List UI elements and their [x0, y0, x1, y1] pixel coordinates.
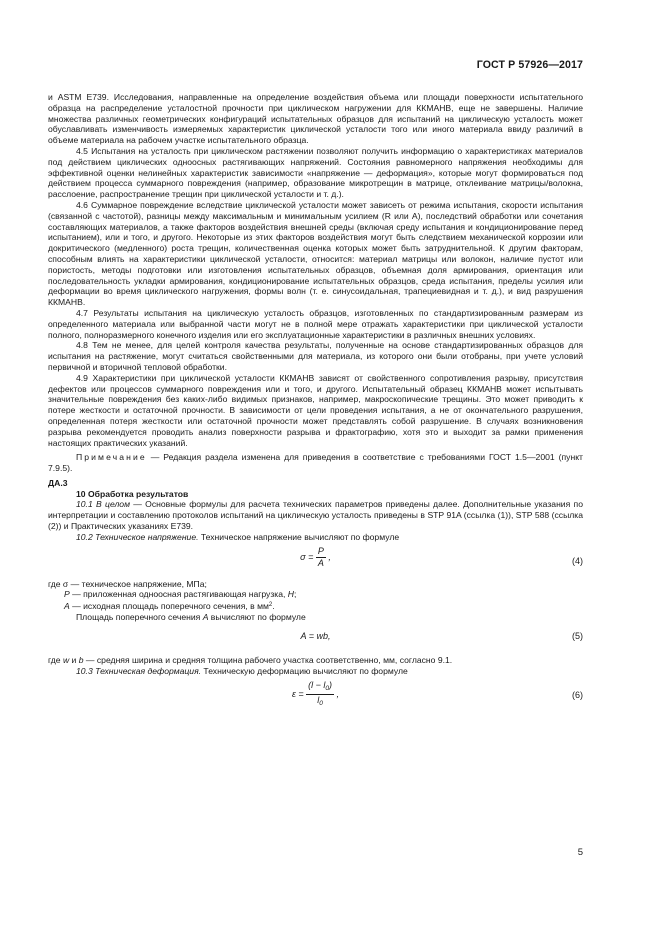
paragraph-10-1 [48, 499, 583, 531]
where-a [48, 600, 583, 612]
formula-4-fraction [316, 546, 326, 569]
var-p: P [64, 589, 70, 600]
clause-10-2-text: Техническое напряжение вычисляют по формуле [198, 531, 400, 542]
where-a-text: — исходная площадь поперечного сечения, в мм [69, 601, 269, 612]
note-label: Примечание [76, 452, 147, 463]
note-text: — Редакция раздела изменена для приведения в соответствие с требованиями ГОСТ 1.5—2001 (пункт 7.9.5). [48, 452, 583, 474]
area-text-after: вычисляют по формуле [208, 612, 306, 623]
paragraph-4-5: 4.5 Испытания на усталость при циклическом растяжении позволяют получить информацию о характеристиках материалов под действием циклических одноосных растягивающих напряжений. Состояния равномерного напряжения необходимы для эффективной оценки нелинейных характеристик зависимости «напряжение — деформация», которые могут формироваться под действием процесса суммарного повреждения (например, образование микротрещин в матрице, отклеивание матрицы/волокна, расслоение, распространение трещин при циклической усталости и т. д.). [48, 145, 583, 200]
unit-n: Н [287, 589, 295, 600]
where-a-end: . [272, 601, 275, 612]
area-text-before: Площадь поперечного сечения [76, 612, 203, 623]
formula-6-expression [48, 680, 583, 709]
clause-10-2-label: 10.2 Техническое напряжение. [76, 531, 199, 542]
where-5-mid: и [69, 654, 79, 665]
formula-6-num-open: (l − l [308, 680, 326, 691]
formula-5-expression: A = wb, [300, 630, 331, 641]
formula-5-number: (5) [572, 630, 583, 641]
formula-6-tail: , [334, 689, 340, 700]
var-a: A [64, 601, 70, 612]
page-number: 5 [577, 847, 583, 858]
where-5-pre: где [48, 654, 63, 665]
formula-4-expression [48, 546, 583, 569]
formula-6-num-sub: 0 [325, 685, 330, 693]
clause-10-3-text: Техническую деформацию вычисляют по формуле [201, 665, 408, 676]
formula-4-denominator: A [317, 557, 324, 568]
formula-4-numerator: P [317, 545, 324, 556]
formula-6-fraction [306, 680, 334, 709]
where-a-sup: 2 [268, 602, 273, 609]
paragraph-4-9: 4.9 Характеристики при циклической усталости ККМАНВ зависят от свойственного сопротивления разрыву, присутствия дефектов или процессов суммарного повреждения или и того, и другого. Испытательный образец ККМАНВ может испытывать значительные повреждения без каких-либо видимых признаков, например, макроскопические трещины. Это может приводить к потере жесткости и остаточной прочности. В зависимости от цели проведения испытания, а не от окончательного разрушения, определенная потеря жесткости или остаточной прочности может представлять собой разрушение. В случаях возникновения разрыва рекомендуется проводить анализ поверхности разрыва и фрактографию, хотя это и выходит за рамки применения настоящих практических указаний. [48, 372, 583, 448]
document-body [48, 92, 583, 713]
paragraph-10-3 [48, 666, 583, 677]
section-title: 10 Обработка результатов [76, 488, 189, 499]
var-b: b [78, 654, 84, 665]
formula-4-tail: , [325, 551, 331, 562]
formula-6-den-sub: 0 [319, 700, 323, 708]
paragraph-4-6: 4.6 Суммарное повреждение вследствие циклической усталости может зависеть от режима испытания, скорости испытания (связанной с частотой), разницы между максимальным и минимальным усилием (R или A), последствий обработки или сочетания составляющих материалов, а также факторов воздействия внешней среды (включая среду испытания и кондиционирование перед испытанием), или и того, и другого. Некоторые из этих факторов воздействия могут быть следствием механической коррозии или докритического (медленного) роста трещин, количественная оценка которых может быть затруднительной. К другим факторам, способным влиять на характеристики циклической усталости, относится: материал матрицы или волокон, наличие пустот или пористость, методы подготовки или изготовления испытательных образцов, объемная доля армирования, ориентация или последовательность укладки армирования, кондиционирование испытательных образцов, среда испытания, пределы усилия или деформации во время циклического нагружения, формы волн (т. е. синусоидальная, трапециевидная и т. д.), и вид разрушения ККМАНВ. [48, 199, 583, 308]
clause-10-1-text: — Основные формулы для расчета технических параметров приведены далее. Дополнительные указания по интерпретации и составлению протоколов испытаний на циклическую усталость приведены в STP 91A (ссылка (1)), STP 588 (ссылка (2)) и Практических указаниях E739. [48, 499, 583, 532]
formula-4-number: (4) [572, 555, 583, 566]
paragraph-10-2 [48, 532, 583, 543]
formula-6-number: (6) [572, 690, 583, 701]
area-paragraph [48, 612, 583, 623]
document-header: ГОСТ Р 57926—2017 [476, 59, 583, 71]
clause-10-3-label: 10.3 Техническая деформация. [76, 665, 202, 676]
formula-4 [48, 546, 583, 576]
where-w-b [48, 655, 583, 666]
where-p-end: ; [294, 589, 297, 600]
formula-6-lhs: ε = [291, 689, 307, 700]
where-p-text: — приложенная одноосная растягивающая нагрузка, [69, 589, 288, 600]
formula-6-den: l [317, 695, 320, 706]
formula-6-numerator [306, 680, 334, 695]
formula-4-lhs: σ = [300, 551, 316, 562]
formula-6-denominator [306, 695, 334, 709]
where-5-text: — средняя ширина и средняя толщина рабочего участка соответственно, мм, согласно 9.1. [83, 654, 453, 665]
paragraph-4-8: 4.8 Тем не менее, для целей контроля качества результаты, полученные на основе стандартизированных образцов для испытания на растяжение, могут считаться свойственными для материала, из которого они были отобраны, при учете условий первичной и вторичной тепловой обработки. [48, 340, 583, 372]
clause-10-1-label: 10.1 В целом [76, 499, 130, 510]
formula-5 [48, 631, 583, 645]
where-p [48, 589, 583, 600]
note-paragraph [48, 452, 583, 474]
formula-6-num-close: ) [329, 680, 333, 691]
paragraph-continuation: и ASTM E739. Исследования, направленные на определение воздействия объема или площади поверхности испытательного образца на распределение усталостной прочности при циклическом нагружении для ККМАНВ, еще не завершены. Наличие множества различных геометрических конфигураций испытательных образцов для испытаний на циклическую усталость может обуславливать изменчивость измеряемых характеристик циклической усталости того или иного материала ввиду различий в объеме материала на рабочем участке испытательного образца. [48, 92, 583, 146]
where-sigma: где σ — техническое напряжение, МПа; [48, 578, 207, 589]
paragraph-4-7: 4.7 Результаты испытания на циклическую усталость образцов, изготовленных по стандартизированным размерам из определенного материала или выбранной части могут не в полной мере отражать характеристики при циклической усталости полного, полноразмерного конечного изделия или его эксплуатационные характеристики в различных внешних условиях. [48, 307, 583, 340]
formula-6 [48, 680, 583, 710]
var-w: w [62, 654, 70, 665]
appendix-label: ДА.3 [48, 477, 68, 488]
area-var: A [202, 612, 209, 623]
